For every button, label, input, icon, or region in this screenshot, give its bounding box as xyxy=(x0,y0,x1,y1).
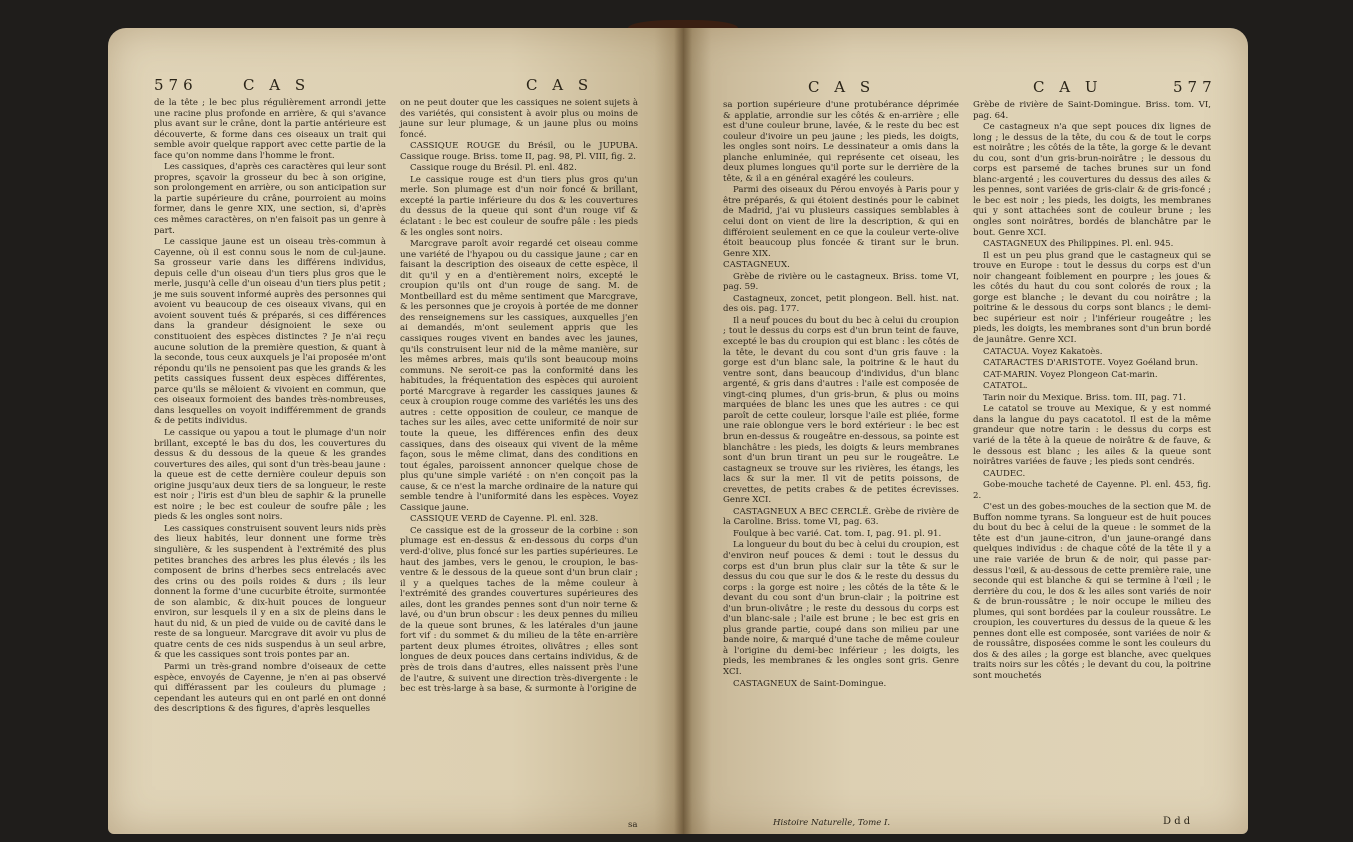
paragraph: Le cassique rouge est d'un tiers plus gros qu'un merle. Son plumage est d'un noir foncé & brillant, excepté la partie inférieure du dos & les couvertures du dessus de la queue qui sont d'un rouge vif & éclatant : le bec est couleur de soufre pâle : les pieds & les ongles sont noirs. xyxy=(400,174,638,238)
paragraph: Grèbe de rivière ou le castagneux. Briss. tome VI, pag. 59. xyxy=(723,271,959,293)
entry-heading: CASSIQUE VERD de Cayenne. Pl. enl. 328. xyxy=(410,514,599,525)
paragraph: Le catatol se trouve au Mexique, & y est nommé dans la langue du pays cacatotol. Il est de la même grandeur que notre tarin : le dessus du corps est varié de la tête à la queue de noirâtre & de fauve, & le dessous est blanc ; les ailes & la queue sont noirâtres variées de fauve ; les pieds sont cendrés. xyxy=(973,404,1211,468)
paragraph: on ne peut douter que les cassiques ne soient sujets à des variétés, qui consistent à avoir plus ou moins de jaune sur leur plumage, & un jaune plus ou moins foncé. xyxy=(400,98,638,140)
paragraph: Le cassique jaune est un oiseau très-commun à Cayenne, où il est connu sous le nom de cul-jaune. Sa grosseur varie dans les différens individus, depuis celle d'un oiseau d'un tiers plus gros que le merle, jusqu'à celle d'un oiseau d'un tiers plus petit ; je me suis souvent informé auprès des personnes qui avoient vu beaucoup de ces oiseaux vivans, qui en avoient souvent tués & préparés, si ces différences dans la grandeur désignoient le sexe ou constituoient des espèces distinctes ? Je n'ai reçu aucune solution de la première question, & quant à la seconde, tous ceux auxquels je l'ai proposée m'ont répondu qu'ils ne pensoient pas que les grands & les petits cassiques fussent deux espèces différentes, parce qu'ils se mêloient & vivoient en commun, que ces oiseaux formoient des bandes très-nombreuses, dans lesquelles on voyoit indifféremment de grands & de petits individus. xyxy=(154,237,386,427)
paragraph: Cassique rouge du Brésil. Pl. enl. 482. xyxy=(410,163,577,174)
paragraph: Les cassiques, d'après ces caractères qui leur sont propres, sçavoir la grosseur du bec à son origine, son prolongement en arrière, ou son anticipation sur la partie supérieure du crâne, pourroient au moins former, dans le genre XIX, une section, si, d'après ces mêmes caractères, on n'en faisoit pas un genre à part. xyxy=(154,162,386,236)
open-book xyxy=(108,28,1248,834)
paragraph: Castagneux, zoncet, petit plongeon. Bell. hist. nat. des ois. pag. 177. xyxy=(723,293,959,315)
entry-heading: CATATOL. xyxy=(983,381,1028,392)
paragraph: Parmi un très-grand nombre d'oiseaux de cette espèce, envoyés de Cayenne, je n'en ai pas observé qui différassent par les couleurs du plumage ; cependant les auteurs qui en ont parlé en ont donné des descriptions & des figures, d'après lesquelles xyxy=(154,661,386,715)
right-running-head-2: C A U xyxy=(1033,78,1103,96)
page-footer: Histoire Naturelle, Tome I. xyxy=(773,818,891,828)
entry-heading: CASTAGNEUX de Saint-Domingue. xyxy=(733,678,887,689)
entry-heading: CAT-MARIN. Voyez Plongeon Cat-marin. xyxy=(983,369,1158,380)
entry-heading: CATARACTES D'ARISTOTE. Voyez Goéland brun. xyxy=(983,358,1199,369)
paragraph: Foulque à bec varié. Cat. tom. I, pag. 91. pl. 91. xyxy=(733,528,942,539)
paragraph: de la tête ; le bec plus régulièrement arrondi jette une racine plus profonde en arrière, & qui s'avance plus avant sur le crâne, dont la partie antérieure est découverte, & forme dans ces oiseaux un trait qui semble avoir quelque rapport avec cette partie de la face qu'on nomme dans l'homme le front. xyxy=(154,98,386,161)
left-running-head-1: C A S xyxy=(243,76,311,94)
paragraph: sa portion supérieure d'une protubérance déprimée & applatie, arrondie sur les côtés & en-arrière ; elle est d'une couleur brune, lavée, & le reste du bec est couleur d'ivoire un peu jaune ; les pieds, les doigts, les ongles sont noirs. Le dessinateur a omis dans la planche enluminée, qui représente cet oiseau, les deux plumes longues qu'il porte sur le derrière de la tête, & il a en général exagéré les couleurs. xyxy=(723,100,959,184)
paragraph: Ce castagneux n'a que sept pouces dix lignes de long ; le dessus de la tête, du cou & de tout le corps est noirâtre ; les côtés de la tête, la gorge & le devant du cou, sont d'un gris-brun-noirâtre ; le dessous du corps est parsemé de taches brunes sur un fond blanc-argenté ; les couvertures du dessus des ailes & les pennes, sont variées de gris-clair & de gris-foncé ; le bec est noir ; les pieds, les doigts, les membranes qui y sont attachées sont de couleur brune ; les ongles sont noirâtres, bordés de blanchâtre par le bout. Genre XCI. xyxy=(973,122,1211,238)
book-gutter xyxy=(674,28,692,834)
entry-heading: CASSIQUE ROUGE du Brésil, ou le JUPUBA. Cassique rouge. Briss. tome II, pag. 98, Pl. VIII, fig. 2. xyxy=(400,141,638,162)
paragraph: Parmi des oiseaux du Pérou envoyés à Paris pour y être préparés, & qui étoient destinés pour le cabinet de Madrid, j'ai vu plusieurs cassiques semblables à celui dont on vient de lire la description, & qui en différoient seulement en ce que la couleur verte-olive étoit beaucoup plus foncée & tirant sur le brun. Genre XIX. xyxy=(723,185,959,259)
right-column-2 xyxy=(973,100,1211,812)
paragraph: La longueur du bout du bec à celui du croupion, est d'environ neuf pouces & demi : tout le dessus du corps est d'un brun plus clair sur la tête & sur le dessus du cou que sur le dos & le reste du dessus du corps : la gorge est noire ; les côtés de la tête & le devant du cou sont d'un brun-clair ; la poitrine est d'un brun-olivâtre ; le reste du dessous du corps est d'un blanc-sale ; l'aile est brune ; le bec est gris en plus grande partie, coupé dans son milieu par une bande noire, & marqué d'une tache de même couleur à l'origine du demi-bec inférieur ; les doigts, les pieds, les membranes & les ongles sont gris. Genre XCI. xyxy=(723,540,959,677)
paragraph: Les cassiques construisent souvent leurs nids près des lieux habités, leur donnent une forme très singulière, & les suspendent à l'extrémité des plus petites branches des arbres les plus élevés ; ils les composent de brins d'herbes secs entrelacés avec des crins ou des poils roides & durs ; ils leur donnent la forme d'une cucurbite étroite, surmontée de son alambic, & dix-huit pouces de longueur environ, sur lesquels il y en a six de pleins dans le haut du nid, & un pied de vuide ou de cavité dans le reste de sa longueur. Marcgrave dit avoir vu plus de quatre cents de ces nids suspendus à un seul arbre, & que les cassiques sont trois pontes par an. xyxy=(154,523,386,661)
paragraph: Il a neuf pouces du bout du bec à celui du croupion ; tout le dessus du corps est d'un brun teint de fauve, excepté le bas du croupion qui est blanc : les côtés de la tête, le devant du cou sont d'un gris fauve : la gorge est d'un blanc sale, la poitrine & le haut du ventre sont, dans beaucoup d'individus, d'un blanc argenté, & gris dans d'autres : l'aile est composée de vingt-cinq plumes, d'un gris-brun, & plus ou moins marquées de blanc les unes que les autres : ce qui paroît de cette couleur, lorsque l'aile est pliée, forme une raie oblongue vers le bord extérieur : le bec est brun en-dessus & rougeâtre en-dessous, sa pointe est blanchâtre : les pieds, les doigts & leurs membranes sont d'un brun tirant un peu sur le rougeâtre. Le castagneux se trouve sur les rivières, les étangs, les lacs & sur la mer. Il vit de petits poissons, de crevettes, de petits crabes & de petites écrevisses. Genre XCI. xyxy=(723,315,959,506)
paragraph: Gobe-mouche tacheté de Cayenne. Pl. enl. 453, fig. 2. xyxy=(973,480,1211,501)
entry-heading: CAUDEC. xyxy=(983,468,1026,479)
right-page-number: 577 xyxy=(1173,78,1217,96)
right-running-head-1: C A S xyxy=(808,78,876,96)
right-column-1 xyxy=(723,100,959,805)
paragraph: Marcgrave paroît avoir regardé cet oiseau comme une variété de l'hyapou ou du cassique jaune ; car en faisant la description des oiseaux de cette espèce, il dit qu'il y en a d'entièrement noirs, excepté le croupion qu'ils ont d'un rouge de sang. M. de Montbeillard est du même sentiment que Marcgrave, & les personnes que je croyois à portée de me donner des renseignemens sur les cassiques, auxquelles j'en ai demandés, m'ont seulement appris que les cassiques rouges vivent en bandes avec les jaunes, qu'ils construisent leur nid de la même manière, sur les mêmes arbres, mais qu'ils sont beaucoup moins communs. Ne seroit-ce pas la conformité dans les habitudes, la fréquentation des espèces qui auroient porté Marcgrave à regarder les cassiques jaunes & ceux à croupion rouge comme des variétés les uns des autres : cette opposition de couleur, ce manque de taches sur les ailes, avec cette uniformité de noir sur toute la queue, les différences enfin des deux cassiques, dans des oiseaux qui vivent de la même façon, sous le même climat, dans des conditions en tout égales, paroissent annoncer quelque chose de plus qu'une simple variété : on n'en conçoit pas la cause, & ce n'est la marche ordinaire de la nature qui semble tendre à l'uniformité dans les espèces. Voyez Cassique jaune. xyxy=(400,239,638,513)
paragraph: Le cassique ou yapou a tout le plumage d'un noir brillant, excepté le bas du dos, les couvertures du dessus & du dessous de la queue & les grandes couvertures des ailes, qui sont d'un très-beau jaune : la queue est de cette dernière couleur depuis son origine jusqu'aux deux tiers de sa longueur, le reste est noir ; l'iris est d'un bleu de saphir & la prunelle est noire ; le bec est couleur de soufre pâle ; les pieds & les ongles sont noirs. xyxy=(154,427,386,523)
paragraph: Il est un peu plus grand que le castagneux qui se trouve en Europe : tout le dessus du corps est d'un noir changeant foiblement en pourpre ; les joues & les côtés du haut du cou sont colorés de roux ; la gorge est blanche ; le devant du cou noirâtre ; la poitrine & le dessous du corps sont blancs ; le demi-bec supérieur est noir ; l'inférieur rougeâtre ; les pieds, les doigts, les membranes sont d'un brun bordé de jaunâtre. Genre XCI. xyxy=(973,250,1211,346)
signature-mark: D d d xyxy=(1163,816,1191,827)
left-page xyxy=(108,28,683,834)
left-page-number: 576 xyxy=(154,76,198,94)
paragraph: Ce cassique est de la grosseur de la corbine : son plumage est en-dessus & en-dessous du corps d'un verd-d'olive, plus foncé sur les parties supérieures. Le haut des jambes, vers le genou, le croupion, le bas-ventre & le dessous de la queue sont d'un brun clair ; il y a quelques taches de la même couleur à l'extrémité des grandes couvertures supérieures des ailes, dont les grandes pennes sont d'un noir terne & lavé, ou d'un brun obscur : les deux pennes du milieu de la queue sont brunes, & les latérales d'un jaune fort vif : du sommet & du milieu de la tête en-arrière partent deux plumes étroites, olivâtres ; elles sont longues de deux pouces dans certains individus, & de près de trois dans d'autres, elles naissent près l'une de l'autre, & suivent une direction très-divergente : le bec est très-large à sa base, & surmonte à l'origine de xyxy=(400,525,638,695)
left-running-head-2: C A S xyxy=(526,76,594,94)
entry-heading: CASTAGNEUX des Philippines. Pl. enl. 945. xyxy=(983,239,1174,250)
left-column-1 xyxy=(154,98,386,828)
entry-heading: CASTAGNEUX. xyxy=(723,260,790,271)
entry-heading: CASTAGNEUX A BEC CERCLÉ. Grèbe de rivière de la Caroline. Briss. tome VI, pag. 63. xyxy=(723,506,959,528)
paragraph: C'est un des gobes-mouches de la section que M. de Buffon nomme tyrans. Sa longueur est de huit pouces du bout du bec à celui de la queue : le sommet de la tête est d'un jaune-citron, d'un jaune-orangé dans quelques individus : de chaque côté de la tête il y a une raie variée de brun & de noir, qui passe par-dessus l'œil, & au-dessous de cette première raie, une seconde qui est blanche & qui se termine à l'œil ; le derrière du cou, le dos & les ailes sont variés de noir & de brun-roussâtre ; le noir occupe le milieu des plumes, qui sont bordées par la couleur roussâtre. Le croupion, les couvertures du dessus de la queue & les pennes dont elle est composée, sont variées de noir & de roussâtre, disposées comme le sont les couleurs du dos & des ailes ; la gorge est blanche, avec quelques traits noirs sur les côtés ; le devant du cou, la poitrine sont mouchetés xyxy=(973,502,1211,681)
right-page xyxy=(683,28,1248,834)
left-column-2 xyxy=(400,98,638,823)
paragraph: Tarin noir du Mexique. Briss. tom. III, pag. 71. xyxy=(983,392,1187,403)
entry-heading: CATACUA. Voyez Kakatoès. xyxy=(983,346,1103,357)
paragraph: Grèbe de rivière de Saint-Domingue. Briss. tom. VI, pag. 64. xyxy=(973,100,1211,121)
catchword: sa xyxy=(628,820,638,830)
